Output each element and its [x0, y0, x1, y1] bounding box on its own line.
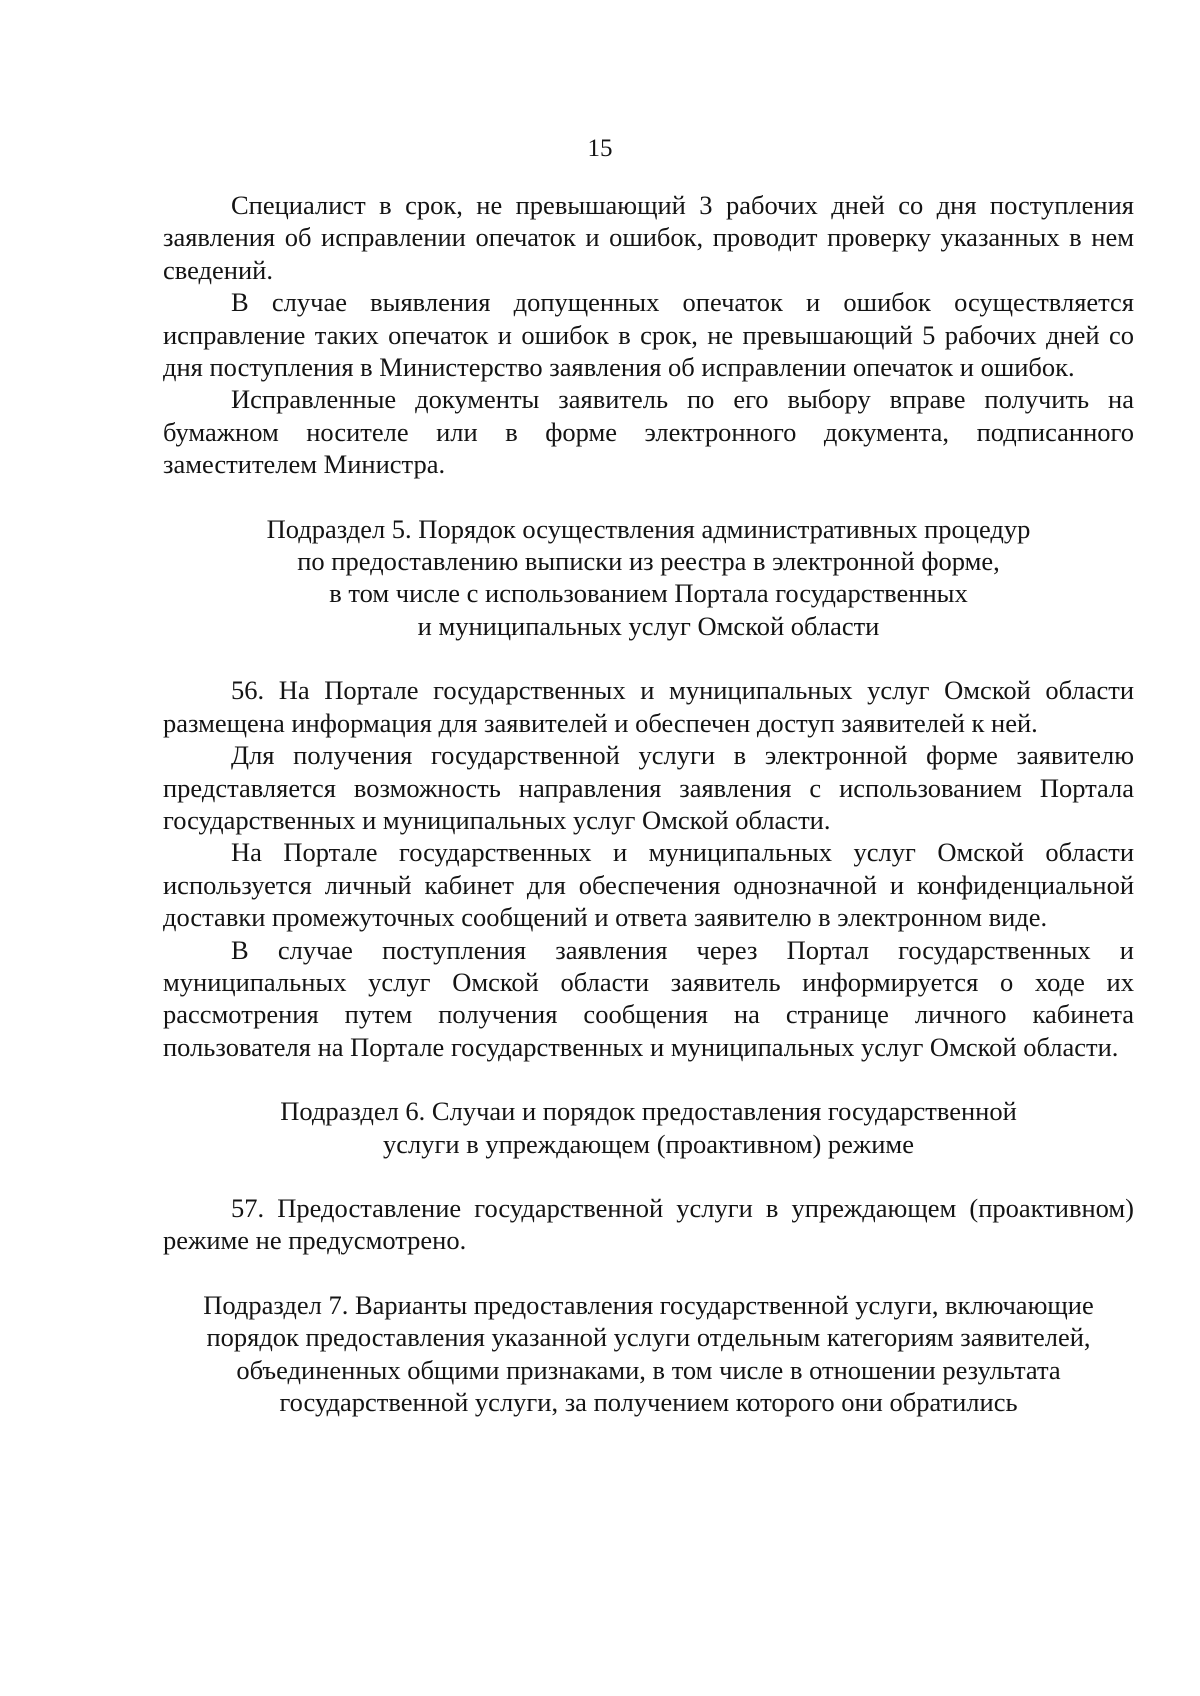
- paragraph-specialist-check: Специалист в срок, не превышающий 3 рабочих дней со дня поступления заявления об исправлении опечаток и ошибок, проводит проверку указанных в нем сведений.: [163, 190, 1134, 285]
- heading-line: Подраздел 7. Варианты предоставления государственной услуги, включающие: [203, 1289, 1094, 1320]
- spacer: [163, 1063, 1134, 1095]
- paragraph-56: 56. На Портале государственных и муниципальных услуг Омской области размещена информация для заявителей и обеспечен доступ заявителей к ней.: [163, 675, 1134, 738]
- spacer: [163, 1160, 1134, 1192]
- document-body: [163, 189, 1134, 1418]
- paragraph-electronic-application: Для получения государственной услуги в электронной форме заявителю представляется возможность направления заявления с использованием Портала государственных и муниципальных услуг Омской области.: [163, 740, 1134, 835]
- heading-line: порядок предоставления указанной услуги отдельным категориям заявителей,: [206, 1322, 1091, 1353]
- paragraph-corrected-documents: Исправленные документы заявитель по его выбору вправе получить на бумажном носителе или в форме электронного документа, подписанного заместителем Министра.: [163, 384, 1134, 480]
- heading-line: услуги в упреждающем (проактивном) режиме: [383, 1128, 914, 1159]
- heading-line: по предоставлению выписки из реестра в электронной форме,: [297, 546, 1000, 577]
- heading-line: Подраздел 6. Случаи и порядок предоставления государственной: [280, 1096, 1017, 1127]
- paragraph-error-correction: В случае выявления допущенных опечаток и ошибок осуществляется исправление таких опечаток и ошибок в срок, не превышающий 5 рабочих дней со дня поступления в Министерство заявления об исправлении опечаток и ошибок.: [163, 287, 1134, 383]
- subsection-7-heading: [163, 1289, 1134, 1419]
- paragraph-status-notification: В случае поступления заявления через Портал государственных и муниципальных услуг Омской области заявитель информируется о ходе их рассмотрения путем получения сообщения на странице личного кабинета пользователя на Портале государственных и муниципальных услуг Омской области.: [163, 934, 1134, 1062]
- page-number: 15: [587, 135, 613, 162]
- spacer: [163, 481, 1134, 513]
- heading-line: государственной услуги, за получением которого они обратились: [279, 1387, 1018, 1417]
- paragraph-57: 57. Предоставление государственной услуги в упреждающем (проактивном) режиме не предусмотрено.: [163, 1192, 1134, 1256]
- paragraph-personal-account: На Портале государственных и муниципальных услуг Омской области используется личный кабинет для обеспечения однозначной и конфиденциальной доставки промежуточных сообщений и ответа заявителю в электронном виде.: [163, 837, 1134, 933]
- heading-line: и муниципальных услуг Омской области: [417, 610, 880, 641]
- spacer: [163, 1257, 1134, 1289]
- heading-line: в том числе с использованием Портала государственных: [329, 578, 968, 609]
- subsection-5-heading: [163, 513, 1134, 643]
- spacer: [163, 642, 1134, 674]
- heading-line: Подраздел 5. Порядок осуществления административных процедур: [266, 513, 1031, 544]
- subsection-6-heading: [163, 1095, 1134, 1160]
- heading-line: объединенных общими признаками, в том числе в отношении результата: [236, 1354, 1061, 1385]
